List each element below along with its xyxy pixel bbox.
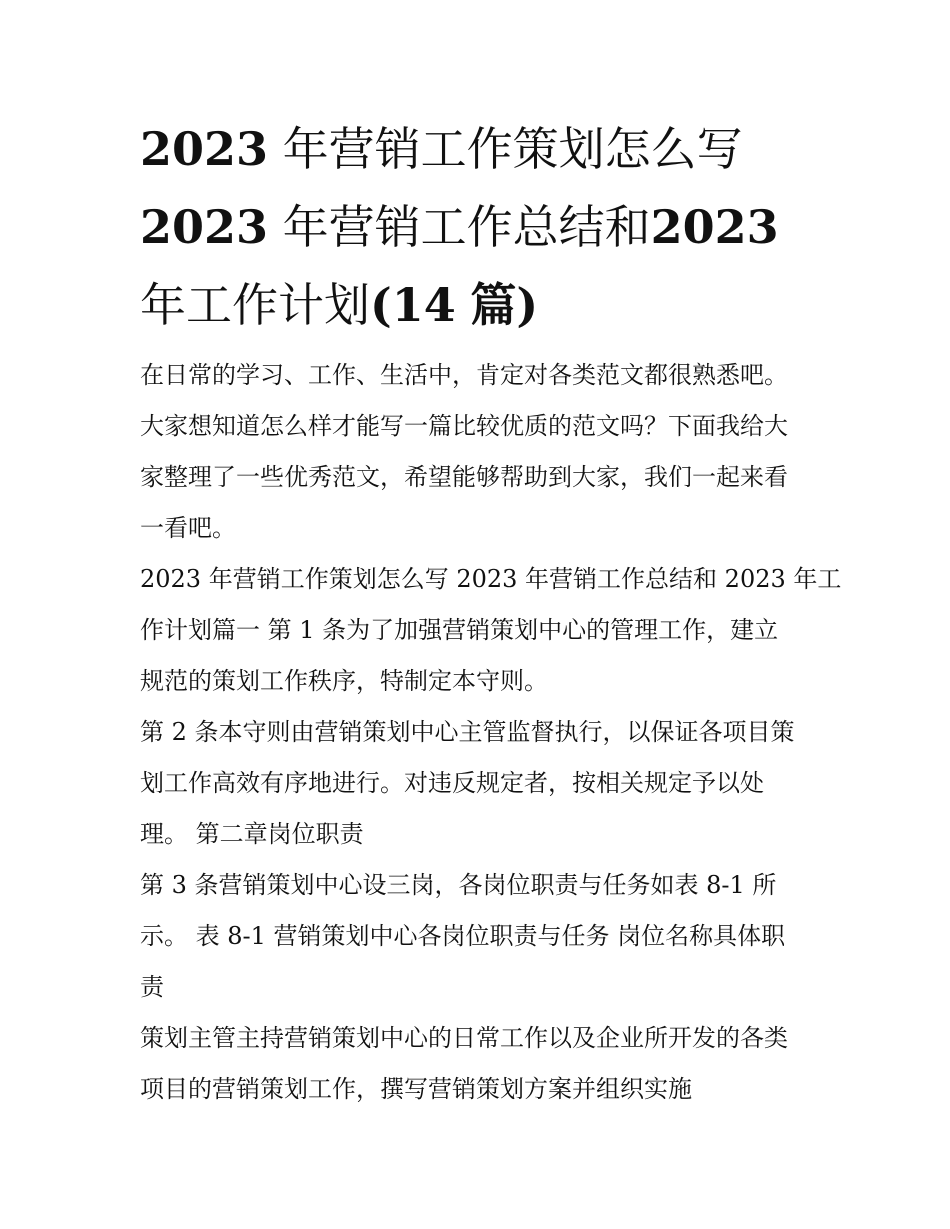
paragraph-article-3 [140,860,812,1013]
title-line-3: 年工作计划(14 篇) [140,278,539,332]
text-line: 大家想知道怎么样才能写一篇比较优质的范文吗？下面我给大 [140,412,788,440]
text-line: 责 [140,973,164,1001]
paragraph-intro [140,350,812,554]
text-line: 家整理了一些优秀范文，希望能够帮助到大家，我们一起来看 [140,463,788,491]
text-line: 理。 第二章岗位职责 [140,820,364,848]
paragraph-article-2 [140,707,812,860]
document-title [140,110,812,344]
title-line-1: 2023 年营销工作策划怎么写 [140,122,743,176]
text-line: 规范的策划工作秩序，特制定本守则。 [140,667,548,695]
text-line: 划工作高效有序地进行。对违反规定者，按相关规定予以处 [140,769,764,797]
title-line-2: 2023 年营销工作总结和2023 [140,200,779,254]
text-line: 第 2 条本守则由营销策划中心主管监督执行，以保证各项目策 [140,718,795,746]
paragraph-article-1 [140,554,842,707]
text-line: 策划主管主持营销策划中心的日常工作以及企业所开发的各类 [140,1024,788,1052]
document-page [140,110,842,1115]
text-line: 作计划篇一 第 1 条为了加强营销策划中心的管理工作，建立 [140,616,779,644]
text-line: 第 3 条营销策划中心设三岗，各岗位职责与任务如表 8-1 所 [140,871,777,899]
text-line: 在日常的学习、工作、生活中，肯定对各类范文都很熟悉吧。 [140,361,788,389]
paragraph-planning-supervisor [140,1013,812,1115]
text-line: 项目的营销策划工作，撰写营销策划方案并组织实施 [140,1075,692,1103]
text-line: 一看吧。 [140,514,236,542]
text-line: 示。 表 8-1 营销策划中心各岗位职责与任务 岗位名称具体职 [140,922,786,950]
text-line: 2023 年营销工作策划怎么写 2023 年营销工作总结和 2023 年工 [140,565,842,593]
